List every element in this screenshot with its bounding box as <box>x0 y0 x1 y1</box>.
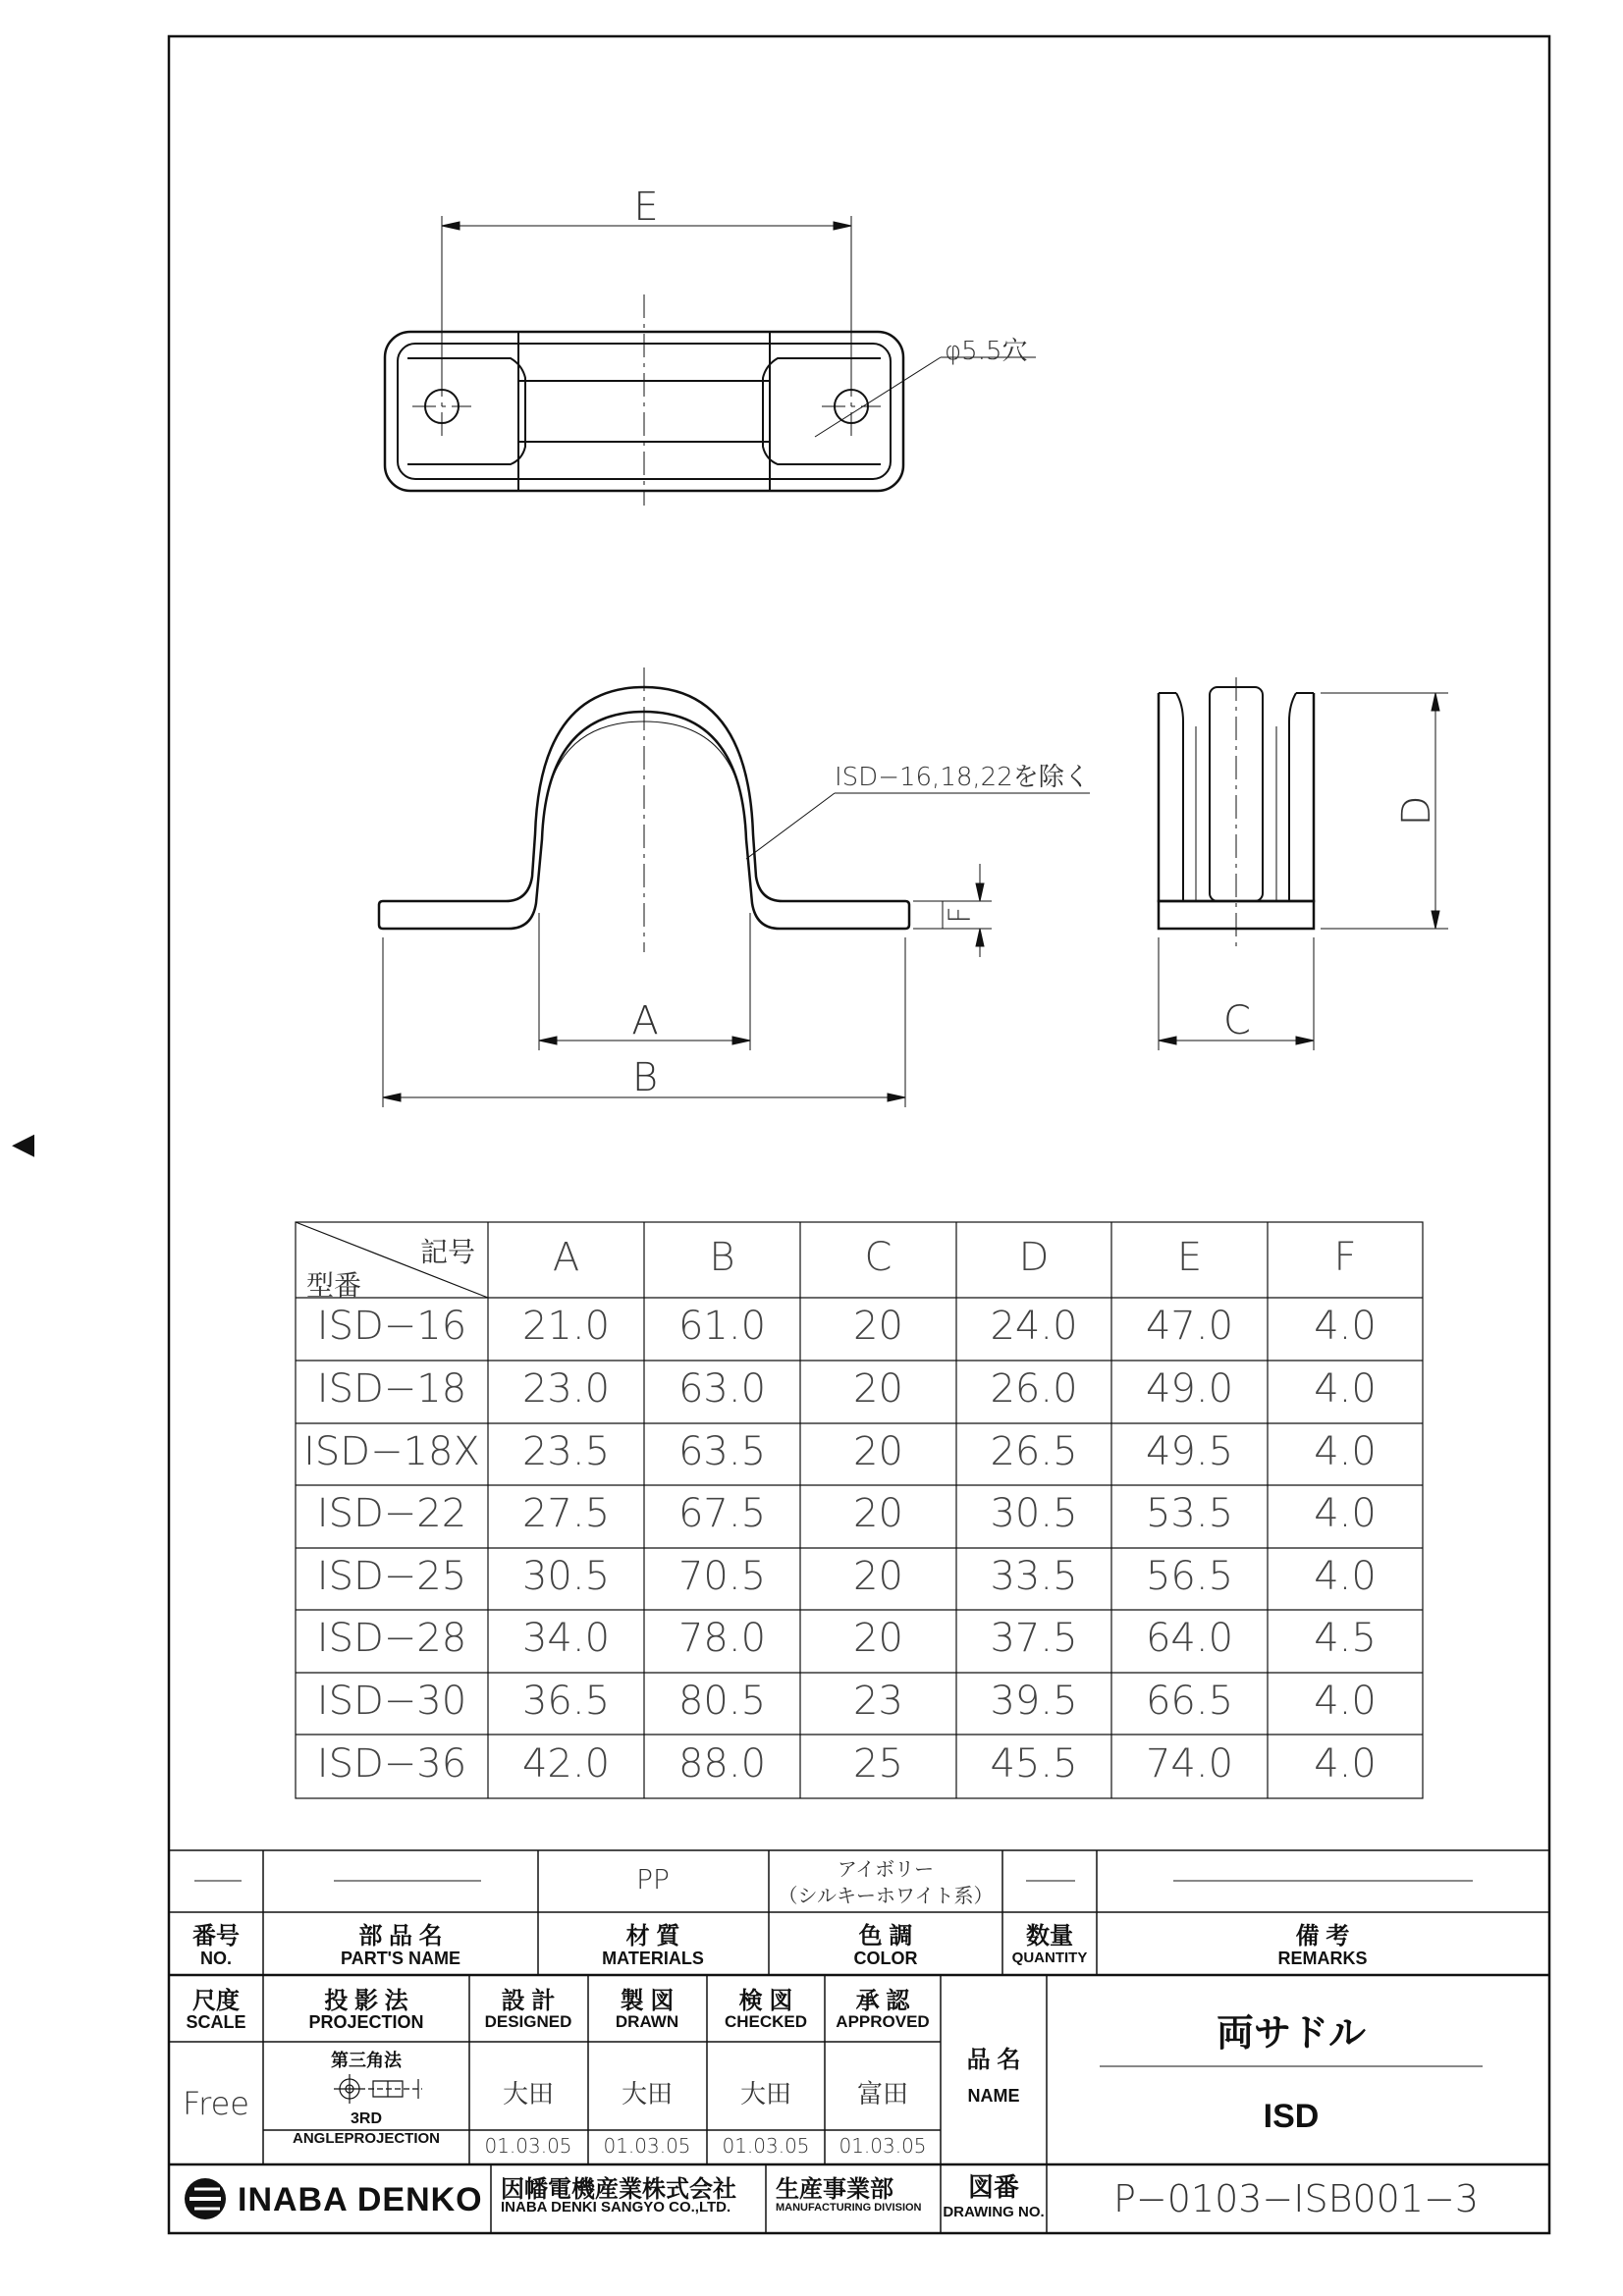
table-cell: 39.5 <box>990 1678 1078 1724</box>
projection-angle: ANGLEPROJECTION <box>292 2130 441 2147</box>
header-material-en: MATERIALS <box>602 1949 704 1968</box>
table-cell: 20 <box>853 1553 903 1599</box>
projection-label-jp: 投 影 法 <box>324 1988 408 2014</box>
scale-label-en: SCALE <box>186 2012 246 2032</box>
front-view <box>379 667 1090 1107</box>
projection-label-en: PROJECTION <box>308 2012 424 2032</box>
designed-by: 大田 <box>502 2080 555 2109</box>
table-cell: 20 <box>853 1491 903 1536</box>
table-cell: 78.0 <box>677 1616 767 1661</box>
projection-method: 第三角法 <box>331 2051 402 2070</box>
dim-label-e: E <box>633 185 659 230</box>
table-cell: 49.0 <box>1145 1366 1234 1412</box>
table-cell: 47.0 <box>1145 1304 1234 1349</box>
name-label-jp: 品 名 <box>966 2047 1021 2073</box>
table-row-model: ISD−30 <box>316 1678 467 1724</box>
table-cell: 4.5 <box>1314 1616 1377 1661</box>
scale-value: Free <box>183 2085 249 2122</box>
header-material-jp: 材 質 <box>625 1923 680 1949</box>
table-cell: 64.0 <box>1145 1616 1234 1661</box>
table-row-model: ISD−28 <box>316 1616 467 1661</box>
table-cell: 37.5 <box>990 1616 1078 1661</box>
header-color-en: COLOR <box>853 1949 918 1968</box>
drawn-date: 01.03.05 <box>603 2134 691 2158</box>
dim-label-c: C <box>1223 998 1251 1043</box>
drawn-by: 大田 <box>621 2080 674 2109</box>
product-code: ISD <box>1263 2098 1320 2135</box>
company-logo-mark <box>185 2178 226 2219</box>
projection-symbol <box>334 2074 422 2104</box>
drawing-no-label-jp: 図番 <box>967 2172 1020 2202</box>
table-cell: 4.0 <box>1314 1304 1377 1349</box>
hole-note: φ5.5穴 <box>945 337 1028 366</box>
part-color-2: （シルキーホワイト系） <box>778 1884 994 1907</box>
company-name-jp: 因幡電機産業株式会社 <box>501 2176 736 2203</box>
table-header-symbol: 記号 <box>420 1236 476 1268</box>
table-cell: 23.5 <box>521 1428 611 1474</box>
table-cell: 30.5 <box>990 1491 1078 1536</box>
side-view <box>1159 677 1448 1050</box>
table-row-model: ISD−22 <box>316 1491 467 1536</box>
header-remarks-en: REMARKS <box>1277 1949 1368 1968</box>
table-cell: 4.0 <box>1314 1428 1377 1474</box>
page-marker-icon: ◀ <box>12 1127 35 1161</box>
table-cell: 20 <box>853 1616 903 1661</box>
table-cell: 23 <box>853 1678 903 1724</box>
checked-label-jp: 検 図 <box>738 1988 793 2014</box>
table-cell: 34.0 <box>521 1616 611 1661</box>
header-name-en: PART'S NAME <box>341 1949 460 1968</box>
header-quantity-en: QUANTITY <box>1011 1949 1088 1966</box>
table-cell: 20 <box>853 1366 903 1412</box>
table-cell: 49.5 <box>1145 1428 1234 1474</box>
checked-label-en: CHECKED <box>724 2012 808 2031</box>
table-cell: 26.0 <box>990 1366 1078 1412</box>
table-cell: 70.5 <box>677 1553 767 1599</box>
table-row-model: ISD−18 <box>316 1366 467 1412</box>
dim-label-b: B <box>631 1055 659 1100</box>
division-en: MANUFACTURING DIVISION <box>776 2202 922 2214</box>
table-cell: 21.0 <box>521 1304 611 1349</box>
table-row-model: ISD−36 <box>316 1740 467 1787</box>
division-jp: 生産事業部 <box>776 2176 893 2203</box>
table-column-header: E <box>1176 1234 1203 1280</box>
table-cell: 4.0 <box>1314 1740 1377 1787</box>
table-cell: 4.0 <box>1314 1366 1377 1412</box>
designed-date: 01.03.05 <box>484 2134 572 2158</box>
company-name-en: INABA DENKI SANGYO CO.,LTD. <box>501 2199 731 2216</box>
designed-label-jp: 設 計 <box>501 1988 556 2014</box>
dim-label-d: D <box>1394 795 1439 827</box>
table-cell: 63.5 <box>677 1428 767 1474</box>
table-cell: 80.5 <box>677 1678 767 1724</box>
table-cell: 66.5 <box>1145 1678 1234 1724</box>
table-cell: 30.5 <box>521 1553 611 1599</box>
dim-label-a: A <box>631 998 659 1043</box>
header-quantity-jp: 数量 <box>1026 1923 1073 1949</box>
table-column-header: A <box>552 1234 580 1280</box>
scale-label-jp: 尺度 <box>192 1988 240 2014</box>
table-cell: 53.5 <box>1145 1491 1234 1536</box>
table-cell: 33.5 <box>990 1553 1078 1599</box>
table-cell: 4.0 <box>1314 1553 1377 1599</box>
checked-date: 01.03.05 <box>722 2134 810 2158</box>
header-no-en: NO. <box>199 1949 233 1968</box>
table-header-model: 型番 <box>306 1269 362 1302</box>
exclude-note: ISD−16,18,22を除く <box>835 763 1090 792</box>
table-cell: 45.5 <box>990 1740 1078 1787</box>
table-cell: 20 <box>853 1428 903 1474</box>
table-cell: 61.0 <box>677 1304 767 1349</box>
header-name-jp: 部 品 名 <box>358 1923 443 1949</box>
drawing-no-label-en: DRAWING NO. <box>943 2204 1045 2220</box>
drawing-number: P−0103−ISB001−3 <box>1112 2177 1480 2220</box>
part-color-1: アイボリー <box>837 1857 935 1881</box>
approved-date: 01.03.05 <box>839 2134 927 2158</box>
table-cell: 4.0 <box>1314 1491 1377 1536</box>
table-cell: 42.0 <box>521 1740 611 1787</box>
part-material: PP <box>636 1863 670 1896</box>
table-cell: 36.5 <box>521 1678 611 1724</box>
table-column-header: D <box>1018 1234 1050 1280</box>
approved-by: 富田 <box>856 2080 909 2109</box>
table-row-model: ISD−16 <box>316 1304 467 1349</box>
table-column-header: F <box>1333 1234 1357 1280</box>
designed-label-en: DESIGNED <box>484 2012 572 2031</box>
table-cell: 4.0 <box>1314 1678 1377 1724</box>
approved-label-en: APPROVED <box>836 2012 930 2031</box>
header-no-jp: 番号 <box>192 1923 240 1949</box>
top-view <box>385 216 1036 506</box>
projection-3rd: 3RD <box>350 2110 383 2127</box>
table-column-header: B <box>709 1234 735 1280</box>
table-cell: 25 <box>853 1740 903 1787</box>
table-cell: 26.5 <box>990 1428 1078 1474</box>
product-name: 両サドル <box>1216 2013 1367 2055</box>
table-cell: 23.0 <box>521 1366 611 1412</box>
table-cell: 24.0 <box>990 1304 1078 1349</box>
drawn-label-en: DRAWN <box>615 2012 679 2031</box>
table-row-model: ISD−25 <box>316 1553 467 1599</box>
table-cell: 74.0 <box>1145 1740 1234 1787</box>
table-cell: 56.5 <box>1145 1553 1234 1599</box>
table-cell: 27.5 <box>521 1491 611 1536</box>
table-cell: 88.0 <box>677 1740 767 1787</box>
table-cell: 67.5 <box>677 1491 767 1536</box>
table-cell: 20 <box>853 1304 903 1349</box>
company-logo-text: INABA DENKO <box>238 2181 483 2218</box>
approved-label-jp: 承 認 <box>855 1988 910 2014</box>
table-row-model: ISD−18X <box>303 1428 480 1474</box>
checked-by: 大田 <box>739 2080 792 2109</box>
table-cell: 63.0 <box>677 1366 767 1412</box>
name-label-en: NAME <box>967 2086 1020 2106</box>
header-remarks-jp: 備 考 <box>1295 1923 1350 1949</box>
dim-label-f: F <box>943 906 978 924</box>
header-color-jp: 色 調 <box>858 1923 913 1949</box>
table-column-header: C <box>864 1234 893 1280</box>
drawn-label-jp: 製 図 <box>620 1988 675 2014</box>
